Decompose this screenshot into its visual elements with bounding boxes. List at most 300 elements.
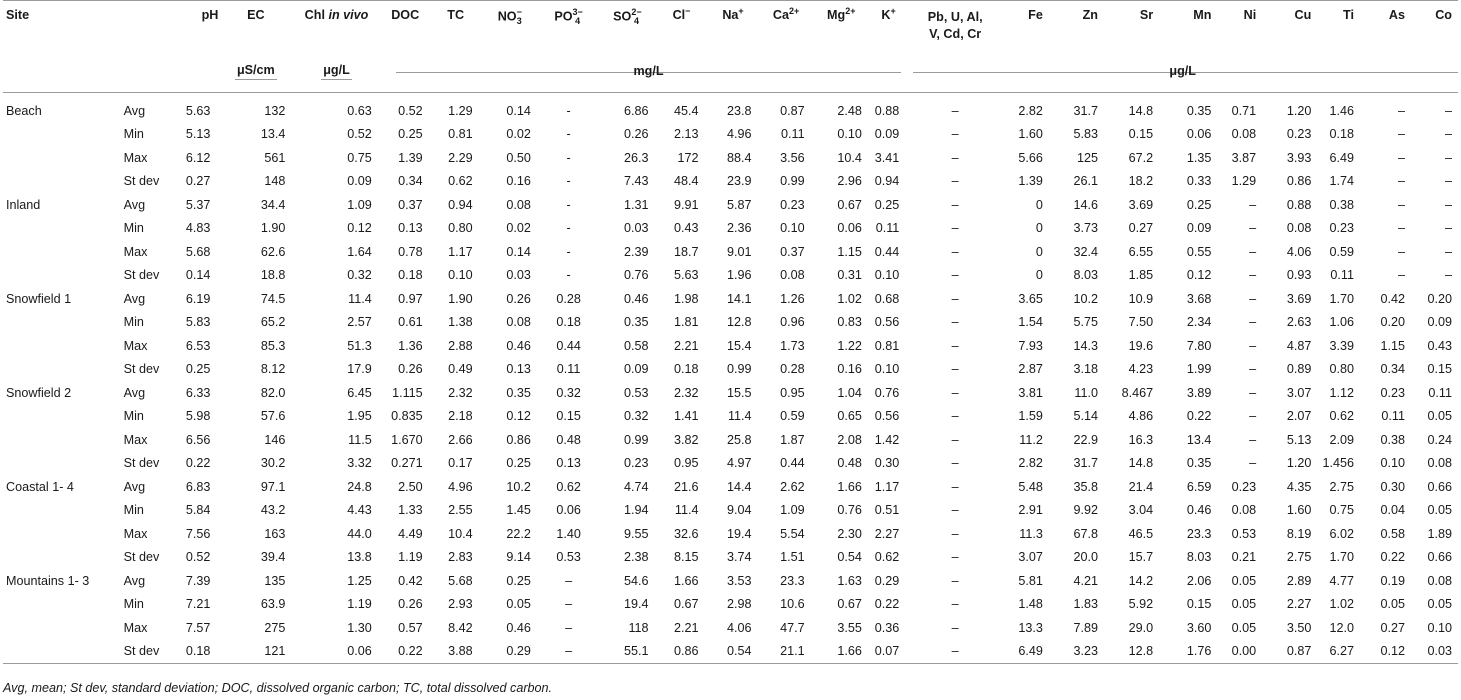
cell-mg: 0.48: [837, 456, 862, 471]
cell-tc: 8.42: [448, 620, 473, 635]
cell-no3: 0.86: [506, 432, 531, 447]
cell-tc: 10.4: [448, 526, 473, 541]
cell-po4: -: [566, 268, 571, 283]
cell-no3: 0.08: [506, 197, 531, 212]
cell-doc: 1.19: [398, 550, 423, 565]
cell-zn: 67.8: [1073, 526, 1098, 541]
cell-no3: 9.14: [506, 550, 531, 565]
cell-po4: -: [566, 197, 571, 212]
column-header-so4: SO 2− 4: [598, 1, 656, 51]
cell-na: 11.4: [727, 409, 752, 424]
cell-ti: 2.75: [1329, 479, 1354, 494]
stat-cell: St dev: [123, 456, 160, 471]
cell-chl: 11.4: [348, 291, 372, 306]
cell-chl: 1.30: [347, 620, 372, 635]
cell-pb: –: [951, 456, 959, 471]
cell-cl: 2.13: [673, 127, 699, 142]
cell-ti: 6.49: [1329, 150, 1354, 165]
cell-fe: 0: [1035, 244, 1043, 259]
cell-ca: 0.96: [780, 315, 805, 330]
cell-na: 23.8: [706, 93, 759, 123]
cell-ec: 65.2: [260, 315, 286, 330]
cell-tc: 0.62: [448, 174, 473, 189]
cell-cl: 1.81: [673, 315, 699, 330]
stat-cell: Max: [123, 432, 148, 447]
column-header-as: As: [1360, 1, 1411, 51]
cell-sr: 67.2: [1128, 150, 1154, 165]
cell-na: 2.36: [727, 221, 752, 236]
cell-mn: 1.76: [1159, 640, 1217, 664]
cell-doc: 0.13: [398, 221, 423, 236]
cell-mn: 6.59: [1186, 479, 1212, 494]
cell-ph: 7.57: [185, 620, 211, 635]
table-row: [3, 217, 1458, 241]
cell-tc: 2.93: [448, 597, 473, 612]
cell-chl: 0.52: [347, 127, 372, 142]
cell-fe: 0: [1035, 268, 1043, 283]
cell-tc: 5.68: [448, 573, 473, 588]
cell-ti: 0.38: [1329, 197, 1354, 212]
cell-ec: 8.12: [260, 362, 286, 377]
cell-chl: 13.8: [347, 550, 372, 565]
cell-k: 0.36: [874, 620, 900, 635]
cell-mg: 0.16: [837, 362, 862, 377]
cell-tc: 2.83: [448, 550, 473, 565]
cell-co: –: [1444, 244, 1452, 259]
cell-pb: –: [951, 550, 959, 565]
cell-na: 4.96: [727, 127, 752, 142]
site-cell: [3, 240, 121, 264]
table-row: [3, 640, 1458, 664]
cell-co: –: [1444, 127, 1452, 142]
water-chemistry-table: [3, 0, 1458, 664]
cell-zn: 7.89: [1073, 620, 1098, 635]
table-row: [3, 381, 1458, 405]
cell-cu: 2.07: [1286, 409, 1312, 424]
cell-zn: 3.73: [1073, 221, 1098, 236]
cell-cl: 9.91: [673, 197, 699, 212]
cell-ec: 34.4: [260, 197, 286, 212]
cell-tc: 2.66: [448, 432, 473, 447]
column-header-tc: TC: [431, 1, 481, 51]
cell-mg: 2.96: [837, 174, 862, 189]
cell-co: –: [1411, 93, 1458, 123]
cell-cu: 3.07: [1286, 385, 1312, 400]
table-row: [3, 569, 1458, 593]
cell-ph: 5.37: [185, 197, 211, 212]
column-header-na: Na +: [706, 1, 759, 51]
cell-ni: 0.08: [1231, 127, 1257, 142]
cell-no3: 0.25: [506, 573, 531, 588]
cell-po4: 0.62: [556, 479, 581, 494]
cell-cl: 2.21: [673, 620, 699, 635]
cell-cl: 48.4: [673, 174, 699, 189]
cell-pb: –: [951, 620, 959, 635]
cell-mg: 1.02: [837, 291, 862, 306]
site-cell: [3, 593, 121, 617]
cell-doc: 1.670: [391, 432, 423, 447]
cell-cu: 0.86: [1286, 174, 1312, 189]
cell-na: 88.4: [727, 150, 752, 165]
cell-k: 0.51: [874, 503, 900, 518]
site-cell: [3, 170, 121, 194]
cell-ec: 82.0: [260, 385, 286, 400]
cell-chl: 3.32: [347, 456, 372, 471]
column-header-po4: PO 3− 4: [539, 1, 598, 51]
cell-pb: –: [951, 503, 959, 518]
cell-sr: 4.23: [1128, 362, 1154, 377]
cell-cu: 1.20: [1286, 456, 1312, 471]
cell-cu: 0.93: [1286, 268, 1312, 283]
cell-ti: 0.11: [1330, 268, 1354, 283]
cell-so4: 2.38: [624, 550, 649, 565]
cell-co: 0.11: [1428, 385, 1452, 400]
cell-tc: 2.32: [448, 385, 473, 400]
cell-as: 0.11: [1381, 409, 1405, 424]
cell-no3: 0.08: [506, 315, 531, 330]
cell-sr: 0.27: [1128, 221, 1154, 236]
units-row: [3, 50, 1458, 93]
cell-k: 0.30: [874, 456, 900, 471]
cell-co: –: [1444, 174, 1452, 189]
cell-chl: 0.75: [347, 150, 372, 165]
cell-so4: 1.31: [624, 197, 649, 212]
cell-ca: 3.56: [780, 150, 805, 165]
cell-na: 4.06: [727, 620, 752, 635]
cell-pb: –: [951, 197, 959, 212]
cell-po4: -: [539, 93, 598, 123]
cell-tc: 2.18: [448, 409, 473, 424]
cell-pb: –: [951, 409, 959, 424]
cell-mg: 1.66: [813, 640, 870, 664]
cell-doc: 2.50: [398, 479, 423, 494]
site-cell: [3, 522, 121, 546]
cell-cl: 18.7: [673, 244, 699, 259]
cell-so4: 0.53: [624, 385, 649, 400]
cell-fe: 1.60: [1018, 127, 1043, 142]
cell-cl: 0.67: [673, 597, 699, 612]
cell-co: 1.89: [1427, 526, 1452, 541]
cell-ca: 0.28: [780, 362, 805, 377]
cell-sr: 8.467: [1121, 385, 1154, 400]
cell-co: 0.43: [1427, 338, 1452, 353]
cell-so4: 0.99: [624, 432, 649, 447]
cell-ti: 6.27: [1317, 640, 1360, 664]
cell-cu: 3.69: [1286, 291, 1312, 306]
stat-cell: St dev: [123, 362, 160, 377]
column-header-mg: Mg 2+: [813, 1, 870, 51]
cell-doc: 1.36: [398, 338, 423, 353]
cell-pb: –: [951, 291, 959, 306]
cell-cu: 8.19: [1286, 526, 1312, 541]
cell-fe: 2.82: [1003, 93, 1049, 123]
major-unit: mg/L: [633, 63, 664, 78]
cell-ec: 57.6: [260, 409, 286, 424]
cell-sr: 14.8: [1128, 456, 1154, 471]
stat-cell: Max: [123, 150, 148, 165]
site-cell: [3, 405, 121, 429]
cell-sr: 15.7: [1128, 550, 1154, 565]
cell-cu: 0.87: [1262, 640, 1317, 664]
cell-as: 0.04: [1380, 503, 1405, 518]
chl-unit: μg/L: [321, 63, 352, 80]
cell-ca: 1.87: [780, 432, 805, 447]
cell-so4: 0.46: [624, 291, 649, 306]
stat-cell: Avg: [123, 573, 146, 588]
cell-ca: 1.26: [780, 291, 805, 306]
column-header-chl: Chl in vivo: [293, 1, 379, 51]
cell-doc: 0.18: [398, 268, 423, 283]
cell-zn: 5.75: [1073, 315, 1098, 330]
cell-fe: 11.2: [1019, 432, 1043, 447]
stat-cell: Min: [123, 127, 144, 142]
cell-ti: 1.02: [1329, 597, 1354, 612]
cell-doc: 0.835: [391, 409, 423, 424]
cell-ec: 146: [264, 432, 286, 447]
stat-cell: St dev: [123, 174, 160, 189]
table-row: [3, 170, 1458, 194]
cell-tc: 4.96: [448, 479, 473, 494]
cell-na: 4.97: [727, 456, 752, 471]
cell-cu: 0.08: [1286, 221, 1312, 236]
cell-ca: 1.51: [780, 550, 805, 565]
cell-doc: 1.39: [398, 150, 423, 165]
cell-as: –: [1397, 268, 1405, 283]
table-row: [3, 93, 1458, 123]
cell-sr: 0.15: [1128, 127, 1154, 142]
cell-mg: 10.4: [837, 150, 862, 165]
cell-mn: 0.15: [1186, 597, 1212, 612]
cell-ca: 0.95: [780, 385, 805, 400]
cell-so4: 9.55: [624, 526, 649, 541]
cell-pb: –: [951, 362, 959, 377]
cell-ni: –: [1249, 338, 1257, 353]
cell-ti: 1.456: [1322, 456, 1354, 471]
trace-unit: μg/L: [1169, 63, 1196, 78]
cell-tc: 2.88: [448, 338, 473, 353]
cell-doc: 0.37: [398, 197, 423, 212]
cell-po4: 0.15: [556, 409, 581, 424]
cell-ni: –: [1249, 362, 1257, 377]
cell-po4: -: [566, 244, 571, 259]
cell-fe: 2.87: [1018, 362, 1043, 377]
cell-sr: 19.6: [1128, 338, 1154, 353]
cell-doc: 0.52: [380, 93, 431, 123]
column-header-cl: Cl −: [657, 1, 707, 51]
cell-sr: 29.0: [1128, 620, 1154, 635]
cell-cl: 2.32: [673, 385, 699, 400]
cell-chl: 1.19: [347, 597, 372, 612]
cell-ph: 5.98: [185, 409, 211, 424]
cell-doc: 0.34: [398, 174, 423, 189]
cell-cl: 5.63: [673, 268, 699, 283]
cell-as: 0.27: [1380, 620, 1405, 635]
cell-ni: –: [1249, 291, 1257, 306]
cell-chl: 1.95: [347, 409, 372, 424]
ec-unit: μS/cm: [235, 63, 277, 80]
cell-tc: 2.55: [448, 503, 473, 518]
cell-ec: 1.90: [260, 221, 286, 236]
cell-zn: 22.9: [1073, 432, 1098, 447]
cell-fe: 5.81: [1018, 573, 1043, 588]
cell-pb: –: [951, 268, 959, 283]
cell-ca: 21.1: [760, 640, 813, 664]
stat-cell: Min: [123, 315, 144, 330]
cell-cl: 21.6: [673, 479, 699, 494]
site-cell: Beach: [3, 93, 121, 123]
cell-tc: 1.90: [448, 291, 473, 306]
cell-doc: 0.26: [398, 362, 423, 377]
cell-po4: –: [539, 640, 598, 664]
cell-ni: –: [1249, 409, 1257, 424]
cell-doc: 0.61: [398, 315, 423, 330]
cell-na: 5.87: [727, 197, 752, 212]
site-cell: [3, 452, 121, 476]
cell-so4: 2.39: [624, 244, 649, 259]
cell-ca: 5.54: [780, 526, 805, 541]
cell-so4: 0.35: [624, 315, 649, 330]
cell-chl: 1.25: [347, 573, 372, 588]
cell-na: 2.98: [727, 597, 752, 612]
cell-fe: 1.59: [1018, 409, 1043, 424]
cell-no3: 0.25: [506, 456, 531, 471]
cell-k: 0.10: [874, 268, 900, 283]
cell-ti: 1.12: [1329, 385, 1354, 400]
cell-co: 0.66: [1427, 479, 1452, 494]
stat-cell: Avg: [123, 385, 146, 400]
cell-no3: 0.46: [506, 620, 531, 635]
cell-co: –: [1444, 268, 1452, 283]
cell-mg: 3.55: [837, 620, 862, 635]
cell-ni: 0.08: [1231, 503, 1257, 518]
cell-k: 0.56: [874, 409, 900, 424]
cell-cu: 1.60: [1286, 503, 1312, 518]
cell-ti: 4.77: [1329, 573, 1354, 588]
cell-so4: 0.09: [624, 362, 649, 377]
cell-mn: 7.80: [1186, 338, 1212, 353]
cell-ph: 5.13: [185, 127, 211, 142]
cell-co: 0.08: [1427, 456, 1452, 471]
cell-ni: 3.87: [1231, 150, 1257, 165]
cell-ti: 1.70: [1329, 291, 1354, 306]
cell-co: 0.08: [1427, 573, 1452, 588]
cell-cl: 8.15: [673, 550, 699, 565]
cell-po4: -: [566, 127, 571, 142]
cell-so4: 7.43: [624, 174, 649, 189]
cell-k: 0.11: [875, 221, 900, 236]
cell-sr: 14.8: [1104, 93, 1159, 123]
cell-po4: –: [565, 573, 573, 588]
column-header-sr: Sr: [1104, 1, 1159, 51]
cell-ni: –: [1249, 268, 1257, 283]
cell-pb: –: [951, 597, 959, 612]
cell-mg: 1.04: [837, 385, 862, 400]
cell-fe: 6.49: [1003, 640, 1049, 664]
cell-na: 14.1: [727, 291, 752, 306]
cell-zn: 10.2: [1073, 291, 1098, 306]
cell-doc: 0.22: [380, 640, 431, 664]
cell-mg: 2.48: [813, 93, 870, 123]
cell-ec: 561: [264, 150, 286, 165]
cell-ph: 0.27: [185, 174, 211, 189]
cell-ec: 74.5: [260, 291, 286, 306]
cell-zn: 4.21: [1073, 573, 1098, 588]
cell-zn: 11.0: [1074, 385, 1098, 400]
cell-chl: 0.63: [293, 93, 379, 123]
stat-cell: Max: [123, 620, 148, 635]
cell-chl: 51.3: [347, 338, 372, 353]
table-row: [3, 240, 1458, 264]
cell-as: 0.42: [1380, 291, 1405, 306]
site-cell: Mountains 1- 3: [6, 573, 90, 588]
cell-ni: 0.71: [1217, 93, 1262, 123]
column-header-mn: Mn: [1159, 1, 1217, 51]
cell-ni: 0.21: [1231, 550, 1257, 565]
cell-as: 0.19: [1380, 573, 1405, 588]
cell-pb: –: [951, 127, 959, 142]
site-cell: [3, 123, 121, 147]
site-cell: Snowfield 2: [6, 385, 72, 400]
cell-sr: 3.69: [1128, 197, 1154, 212]
cell-ph: 0.52: [185, 550, 211, 565]
cell-ca: 2.62: [780, 479, 805, 494]
table-row: [3, 193, 1458, 217]
cell-pb: –: [951, 338, 959, 353]
cell-so4: 0.03: [624, 221, 649, 236]
table-row: [3, 522, 1458, 546]
cell-ca: 0.59: [780, 409, 805, 424]
cell-mg: 0.67: [837, 197, 862, 212]
column-header-ph: pH: [183, 1, 218, 51]
column-header-doc: DOC: [380, 1, 431, 51]
cell-sr: 4.86: [1128, 409, 1154, 424]
cell-sr: 10.9: [1128, 291, 1154, 306]
cell-cl: 0.43: [673, 221, 699, 236]
stat-cell: Max: [123, 244, 148, 259]
site-cell: [3, 428, 121, 452]
cell-as: –: [1397, 174, 1405, 189]
cell-po4: -: [566, 221, 571, 236]
cell-fe: 1.39: [1018, 174, 1043, 189]
column-header-ni: Ni: [1217, 1, 1262, 51]
cell-mg: 2.30: [837, 526, 862, 541]
cell-no3: 0.02: [506, 221, 531, 236]
cell-as: –: [1397, 197, 1405, 212]
cell-fe: 1.54: [1018, 315, 1043, 330]
table-row: [3, 452, 1458, 476]
table-row: [3, 264, 1458, 288]
cell-ti: 0.59: [1329, 244, 1354, 259]
cell-k: 0.68: [874, 291, 900, 306]
cell-chl: 44.0: [347, 526, 372, 541]
cell-ec: 39.4: [260, 550, 286, 565]
site-cell: [3, 217, 121, 241]
cell-zn: 9.92: [1073, 503, 1098, 518]
cell-na: 9.01: [727, 244, 752, 259]
table-row: [3, 405, 1458, 429]
cell-cu: 5.13: [1286, 432, 1312, 447]
cell-as: 0.30: [1380, 479, 1405, 494]
cell-po4: 0.13: [556, 456, 581, 471]
cell-ni: –: [1249, 315, 1257, 330]
cell-mg: 2.08: [837, 432, 862, 447]
cell-mn: 0.12: [1186, 268, 1212, 283]
cell-mg: 1.22: [837, 338, 862, 353]
cell-co: –: [1444, 221, 1452, 236]
cell-ti: 1.06: [1329, 315, 1354, 330]
stat-cell: Min: [123, 409, 144, 424]
cell-k: 0.09: [874, 127, 900, 142]
